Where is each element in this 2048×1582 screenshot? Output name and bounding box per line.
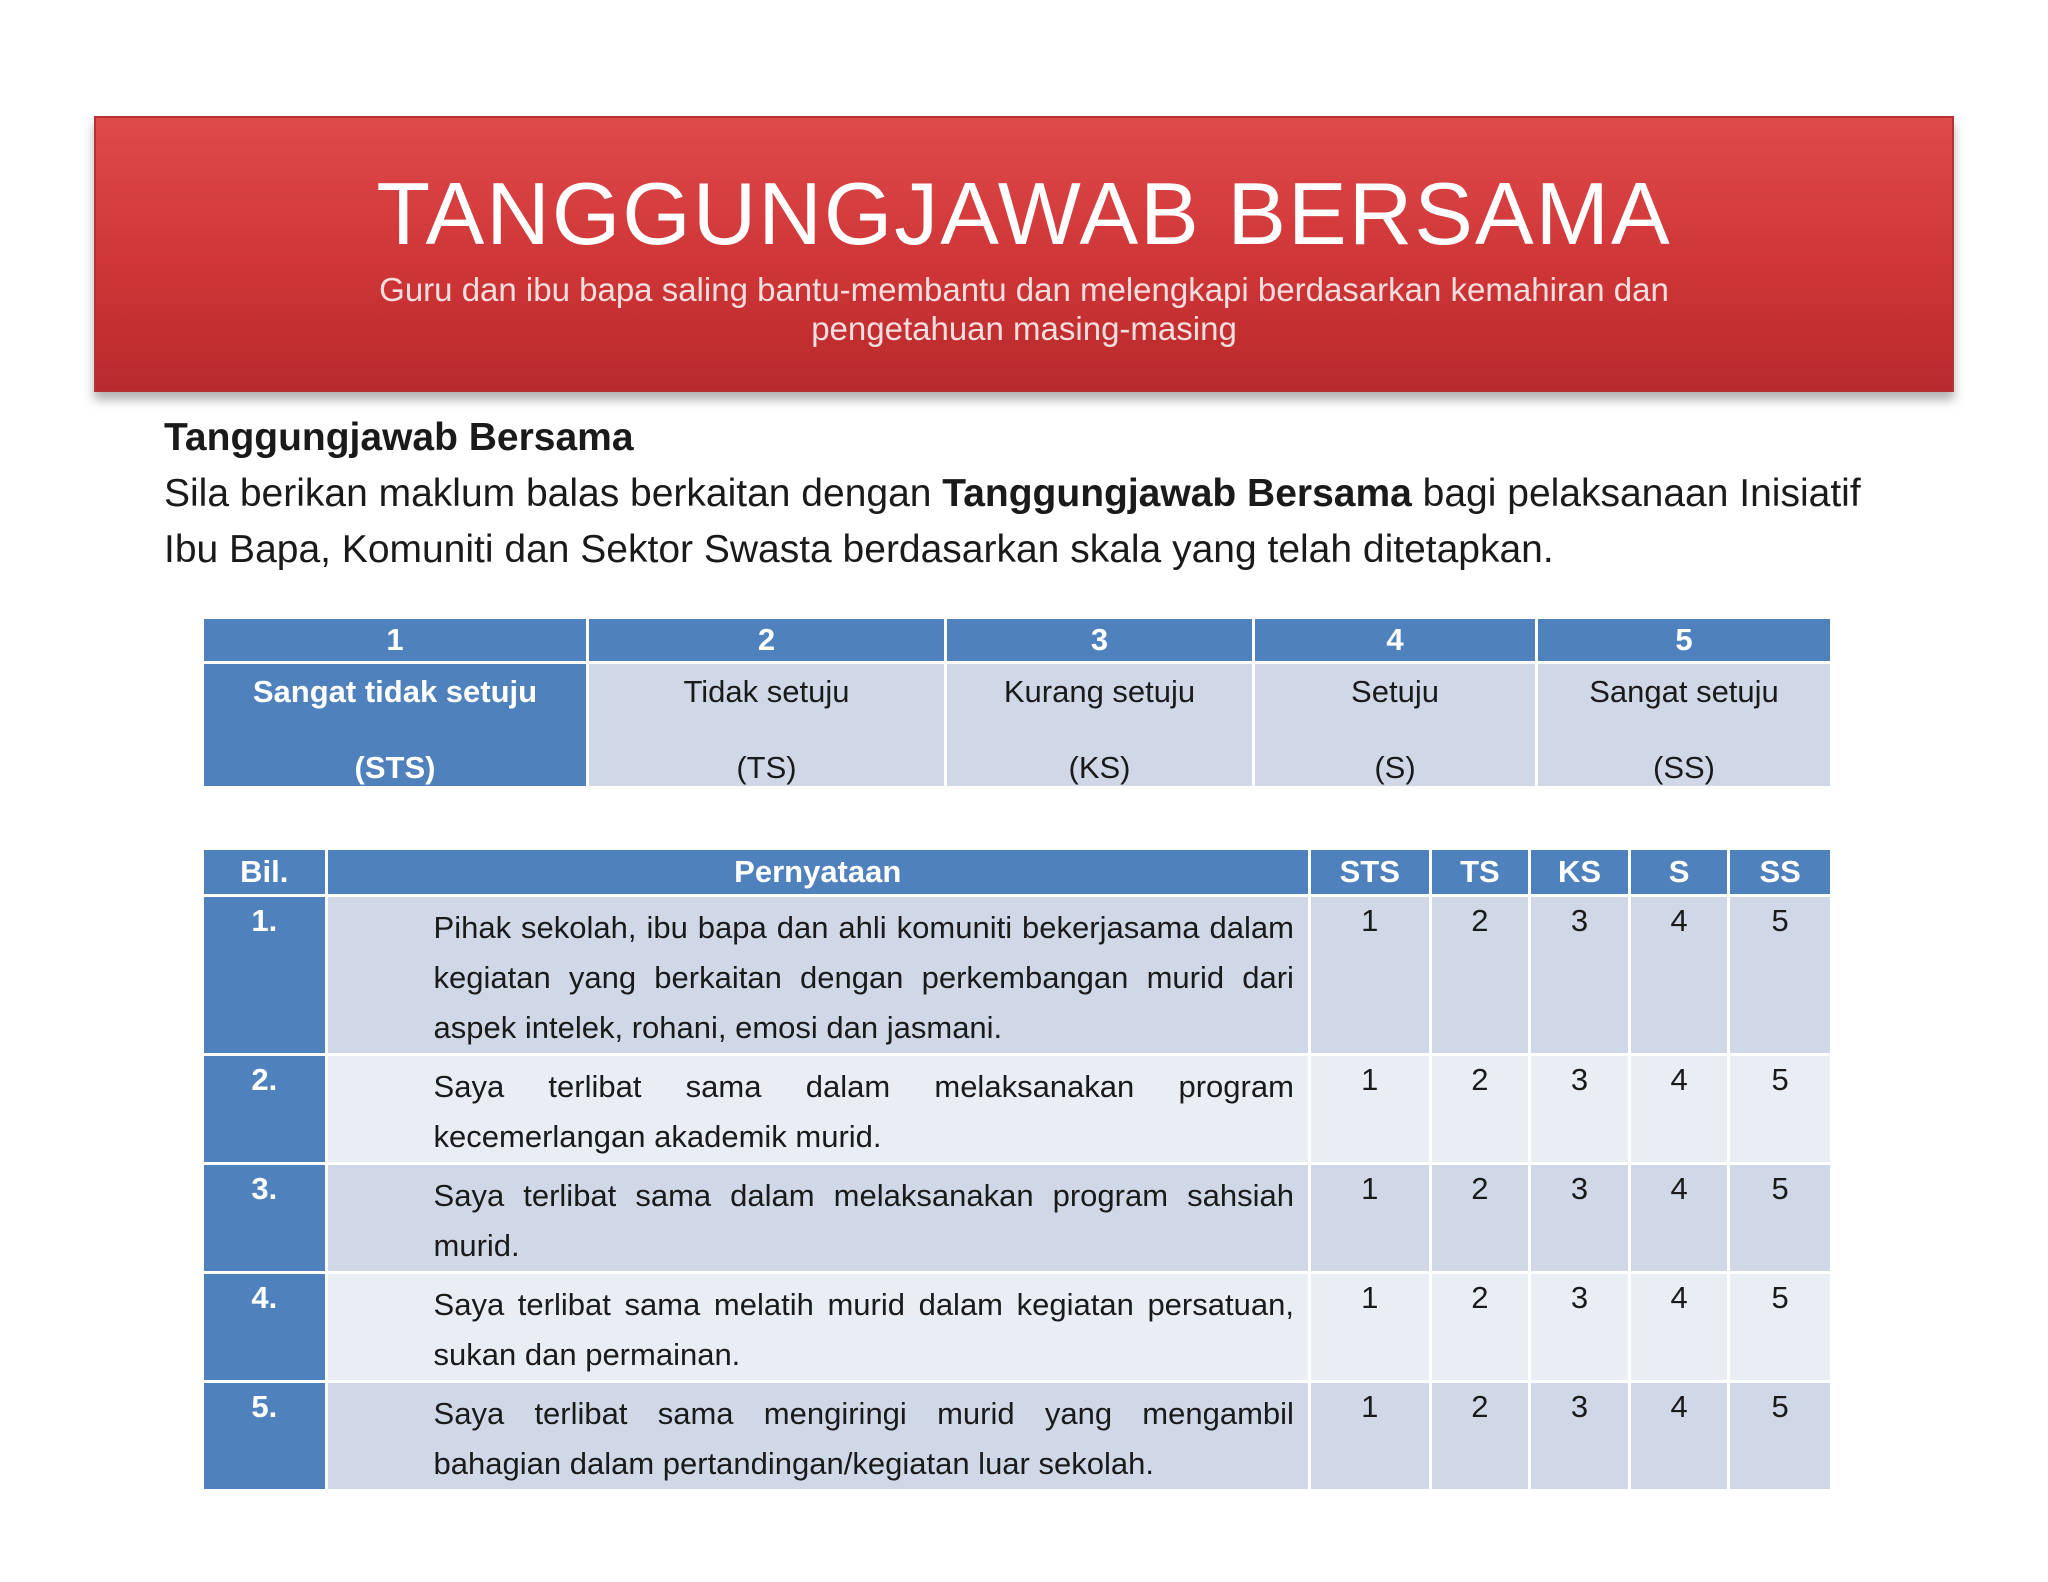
score-option[interactable]: 5 <box>1730 1274 1830 1380</box>
rating-scale-table <box>201 616 1833 789</box>
row-number: 1. <box>204 897 325 1053</box>
score-option[interactable]: 4 <box>1631 1274 1728 1380</box>
scale-number-row <box>204 619 1830 661</box>
intro-text-start: Sila berikan maklum balas berkaitan dengan <box>164 472 943 515</box>
scale-cell <box>204 664 586 786</box>
intro-text-end: bagi pelaksanaan Inisiatif Ibu Bapa, Komuniti dan Sektor Swasta berdasarkan skala yang telah ditetapkan. <box>164 472 1861 571</box>
scale-label-row <box>204 664 1830 786</box>
table-row <box>204 1056 1830 1162</box>
score-option[interactable]: 2 <box>1432 1165 1529 1271</box>
survey-header-row <box>204 850 1830 894</box>
score-option[interactable]: 1 <box>1311 897 1429 1053</box>
table-row <box>204 1383 1830 1489</box>
table-row <box>204 1274 1830 1380</box>
score-option[interactable]: 2 <box>1432 1274 1529 1380</box>
score-option[interactable]: 4 <box>1631 1056 1728 1162</box>
scale-number: 5 <box>1538 619 1830 661</box>
scale-number: 2 <box>589 619 944 661</box>
score-option[interactable]: 1 <box>1311 1165 1429 1271</box>
scale-abbr: (SS) <box>1653 750 1715 785</box>
scale-number: 4 <box>1255 619 1535 661</box>
header-ks: KS <box>1531 850 1628 894</box>
row-statement: Pihak sekolah, ibu bapa dan ahli komuniti bekerjasama dalam kegiatan yang berkaitan dengan perkembangan murid dari aspek intelek, rohani, emosi dan jasmani. <box>328 897 1308 1053</box>
intro-heading: Tanggungjawab Bersama <box>164 416 634 459</box>
scale-abbr: (S) <box>1374 750 1416 785</box>
score-option[interactable]: 5 <box>1730 1383 1830 1489</box>
slide-title: TANGGUNGJAWAB BERSAMA <box>376 164 1672 263</box>
row-number: 2. <box>204 1056 325 1162</box>
intro-section <box>164 410 1904 578</box>
score-option[interactable]: 5 <box>1730 1165 1830 1271</box>
score-option[interactable]: 2 <box>1432 1056 1529 1162</box>
title-banner <box>94 116 1954 392</box>
score-option[interactable]: 4 <box>1631 897 1728 1053</box>
scale-label: Tidak setuju <box>683 674 850 709</box>
header-sts: STS <box>1311 850 1429 894</box>
scale-label: Sangat tidak setuju <box>252 674 538 709</box>
header-s: S <box>1631 850 1728 894</box>
survey-table <box>201 847 1833 1492</box>
score-option[interactable]: 4 <box>1631 1383 1728 1489</box>
score-option[interactable]: 3 <box>1531 1056 1628 1162</box>
score-option[interactable]: 1 <box>1311 1383 1429 1489</box>
scale-cell <box>1538 664 1830 786</box>
intro-text-bold: Tanggungjawab Bersama <box>942 472 1412 515</box>
header-bil: Bil. <box>204 850 325 894</box>
score-option[interactable]: 3 <box>1531 1383 1628 1489</box>
score-option[interactable]: 3 <box>1531 1165 1628 1271</box>
score-option[interactable]: 2 <box>1432 897 1529 1053</box>
row-number: 4. <box>204 1274 325 1380</box>
score-option[interactable]: 1 <box>1311 1056 1429 1162</box>
scale-cell <box>589 664 944 786</box>
scale-abbr: (TS) <box>736 750 797 785</box>
table-row <box>204 1165 1830 1271</box>
row-number: 3. <box>204 1165 325 1271</box>
slide-subtitle: Guru dan ibu bapa saling bantu-membantu dan melengkapi berdasarkan kemahiran dan pengetahuan masing-masing <box>379 271 1669 347</box>
score-option[interactable]: 5 <box>1730 897 1830 1053</box>
scale-label: Kurang setuju <box>1003 674 1196 709</box>
scale-abbr: (STS) <box>354 750 436 785</box>
scale-abbr: (KS) <box>1068 750 1131 785</box>
row-statement: Saya terlibat sama dalam melaksanakan program sahsiah murid. <box>328 1165 1308 1271</box>
row-statement: Saya terlibat sama dalam melaksanakan program kecemerlangan akademik murid. <box>328 1056 1308 1162</box>
score-option[interactable]: 2 <box>1432 1383 1529 1489</box>
score-option[interactable]: 1 <box>1311 1274 1429 1380</box>
row-number: 5. <box>204 1383 325 1489</box>
row-statement: Saya terlibat sama mengiringi murid yang mengambil bahagian dalam pertandingan/kegiatan luar sekolah. <box>328 1383 1308 1489</box>
header-statement: Pernyataan <box>328 850 1308 894</box>
scale-label: Sangat setuju <box>1589 674 1779 709</box>
scale-cell <box>947 664 1252 786</box>
scale-number: 3 <box>947 619 1252 661</box>
score-option[interactable]: 5 <box>1730 1056 1830 1162</box>
scale-number: 1 <box>204 619 586 661</box>
score-option[interactable]: 4 <box>1631 1165 1728 1271</box>
score-option[interactable]: 3 <box>1531 1274 1628 1380</box>
intro-text <box>164 466 1904 578</box>
row-statement: Saya terlibat sama melatih murid dalam kegiatan persatuan, sukan dan permainan. <box>328 1274 1308 1380</box>
scale-label: Setuju <box>1351 674 1439 709</box>
header-ts: TS <box>1432 850 1529 894</box>
table-row <box>204 897 1830 1053</box>
score-option[interactable]: 3 <box>1531 897 1628 1053</box>
scale-cell <box>1255 664 1535 786</box>
header-ss: SS <box>1730 850 1830 894</box>
